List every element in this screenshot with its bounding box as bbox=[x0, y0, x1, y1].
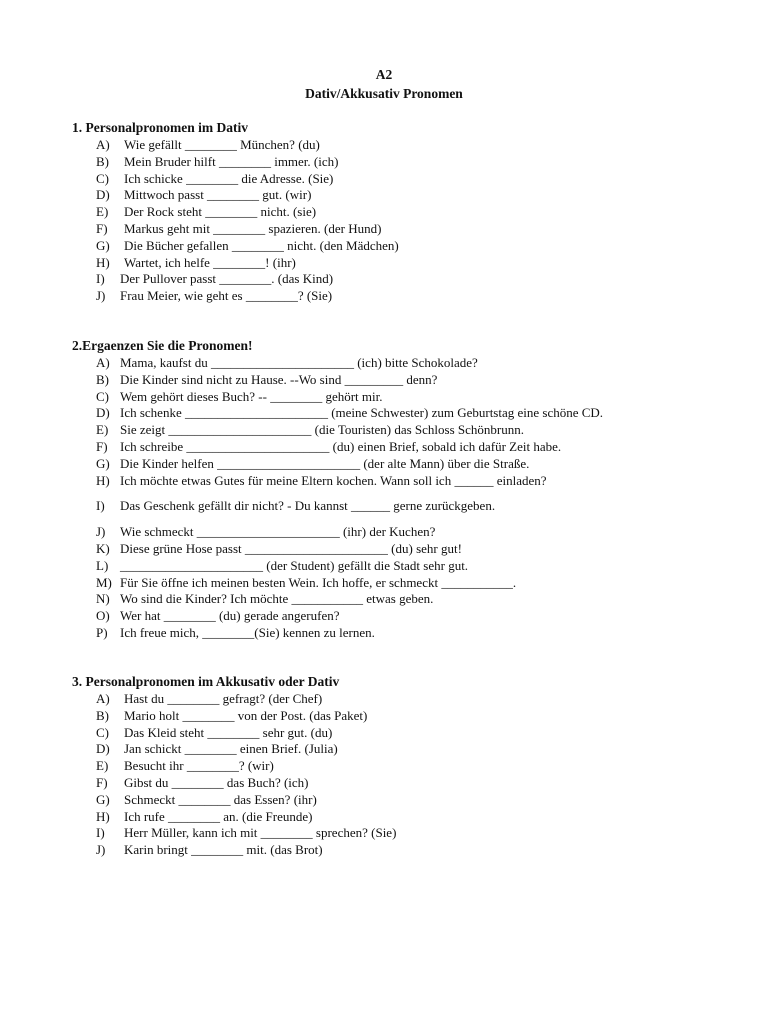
item-text: Ich schicke ________ die Adresse. (Sie) bbox=[124, 170, 334, 186]
exercise-item bbox=[72, 558, 712, 575]
item-letter: I) bbox=[96, 498, 105, 514]
item-letter: D) bbox=[96, 405, 110, 421]
item-letter: F) bbox=[96, 438, 108, 454]
item-letter: I) bbox=[96, 825, 105, 841]
item-text: Diese grüne Hose passt ______________________ (du) sehr gut! bbox=[120, 540, 462, 556]
item-letter: A) bbox=[96, 355, 110, 370]
item-letter: G) bbox=[96, 237, 110, 253]
item-letter: G) bbox=[96, 455, 110, 471]
item-text: Wie gefällt ________ München? (du) bbox=[124, 137, 320, 152]
item-text: Markus geht mit ________ spazieren. (der Hund) bbox=[124, 220, 382, 236]
section-heading: 2.Ergaenzen Sie die Pronomen! bbox=[72, 338, 253, 353]
item-text: Wie schmeckt ______________________ (ihr) der Kuchen? bbox=[120, 524, 436, 540]
section-heading: 3. Personalpronomen im Akkusativ oder Dativ bbox=[72, 674, 340, 689]
item-letter: J) bbox=[96, 842, 106, 858]
exercise-item bbox=[72, 221, 712, 238]
exercise-item bbox=[72, 271, 712, 288]
exercise-item bbox=[72, 775, 712, 792]
item-text: Für Sie öffne ich meinen besten Wein. Ich hoffe, er schmeckt ___________. bbox=[120, 574, 517, 590]
item-letter: C) bbox=[96, 388, 109, 404]
item-text: Mein Bruder hilft ________ immer. (ich) bbox=[124, 153, 339, 169]
exercise-item bbox=[72, 825, 712, 842]
exercise-item bbox=[72, 608, 712, 625]
section-dativ bbox=[72, 119, 712, 305]
exercise-item bbox=[72, 842, 712, 859]
item-letter: J) bbox=[96, 288, 106, 304]
item-text: Wer hat ________ (du) gerade angerufen? bbox=[120, 608, 340, 624]
item-text: Besucht ihr ________? (wir) bbox=[124, 758, 274, 774]
item-letter: I) bbox=[96, 271, 105, 287]
exercise-item bbox=[72, 708, 712, 725]
item-letter: K) bbox=[96, 540, 110, 556]
item-letter: J) bbox=[96, 524, 106, 540]
item-text: Mario holt ________ von der Post. (das Paket) bbox=[124, 707, 368, 723]
item-letter: P) bbox=[96, 624, 108, 640]
item-letter: L) bbox=[96, 557, 109, 573]
item-text: Mittwoch passt ________ gut. (wir) bbox=[124, 187, 312, 203]
item-letter: B) bbox=[96, 707, 109, 723]
item-letter: B) bbox=[96, 153, 109, 169]
item-text: Herr Müller, kann ich mit ________ sprechen? (Sie) bbox=[124, 825, 397, 841]
exercise-item bbox=[72, 575, 712, 592]
exercise-item bbox=[72, 524, 712, 541]
item-text: Frau Meier, wie geht es ________? (Sie) bbox=[120, 288, 333, 304]
item-letter: M) bbox=[96, 574, 112, 590]
exercise-item bbox=[72, 389, 712, 406]
spacer bbox=[72, 489, 712, 498]
item-text: Wartet, ich helfe ________! (ihr) bbox=[124, 254, 296, 270]
exercise-item bbox=[72, 204, 712, 221]
exercise-item bbox=[72, 154, 712, 171]
item-text: Der Pullover passt ________. (das Kind) bbox=[120, 271, 334, 287]
item-text: Wem gehört dieses Buch? -- ________ gehört mir. bbox=[120, 388, 383, 404]
spacer bbox=[72, 515, 712, 524]
item-text: Ich möchte etwas Gutes für meine Eltern kochen. Wann soll ich ______ einladen? bbox=[120, 472, 547, 488]
exercise-item bbox=[72, 625, 712, 642]
exercise-item bbox=[72, 405, 712, 422]
item-text: Das Kleid steht ________ sehr gut. (du) bbox=[124, 724, 333, 740]
item-letter: B) bbox=[96, 371, 109, 387]
item-text: Ich rufe ________ an. (die Freunde) bbox=[124, 808, 313, 824]
exercise-item bbox=[72, 473, 712, 490]
item-letter: E) bbox=[96, 758, 109, 774]
exercise-item bbox=[72, 541, 712, 558]
item-text: Karin bringt ________ mit. (das Brot) bbox=[124, 842, 323, 858]
exercise-item bbox=[72, 238, 712, 255]
item-text: Schmeckt ________ das Essen? (ihr) bbox=[124, 791, 317, 807]
item-text: Ich schreibe ______________________ (du) einen Brief, sobald ich dafür Zeit habe. bbox=[120, 438, 562, 454]
section-heading: 1. Personalpronomen im Dativ bbox=[72, 120, 248, 135]
exercise-item bbox=[72, 288, 712, 305]
item-letter: D) bbox=[96, 741, 110, 757]
exercise-item bbox=[72, 187, 712, 204]
item-letter: C) bbox=[96, 170, 109, 186]
item-text: Gibst du ________ das Buch? (ich) bbox=[124, 774, 309, 790]
item-letter: H) bbox=[96, 254, 110, 270]
item-letter: O) bbox=[96, 608, 110, 624]
item-text: Der Rock steht ________ nicht. (sie) bbox=[124, 204, 317, 220]
exercise-item bbox=[72, 171, 712, 188]
item-text: Mama, kaufst du ______________________ (ich) bitte Schokolade? bbox=[120, 355, 478, 370]
section-ergaenzen bbox=[72, 337, 712, 642]
item-text: Die Kinder helfen ______________________ (der alte Mann) über die Straße. bbox=[120, 455, 530, 471]
item-text: Das Geschenk gefällt dir nicht? - Du kannst ______ gerne zurückgeben. bbox=[120, 498, 496, 514]
item-text: Wo sind die Kinder? Ich möchte ___________ etwas geben. bbox=[120, 591, 434, 607]
exercise-item bbox=[72, 422, 712, 439]
exercise-item bbox=[72, 255, 712, 272]
exercise-item bbox=[72, 792, 712, 809]
exercise-item bbox=[72, 137, 712, 154]
exercise-item bbox=[72, 741, 712, 758]
item-letter: N) bbox=[96, 591, 110, 607]
exercise-item bbox=[72, 591, 712, 608]
item-letter: C) bbox=[96, 724, 109, 740]
exercise-item bbox=[72, 809, 712, 826]
exercise-item bbox=[72, 758, 712, 775]
item-letter: H) bbox=[96, 808, 110, 824]
item-letter: A) bbox=[96, 137, 110, 152]
exercise-item bbox=[72, 498, 712, 515]
exercise-item bbox=[72, 725, 712, 742]
exercise-item bbox=[72, 355, 712, 372]
item-text: Jan schickt ________ einen Brief. (Julia) bbox=[124, 741, 338, 757]
exercise-item bbox=[72, 372, 712, 389]
exercise-item bbox=[72, 456, 712, 473]
level-title: A2 bbox=[375, 67, 393, 82]
exercise-item bbox=[72, 691, 712, 708]
item-text: Ich freue mich, ________(Sie) kennen zu lernen. bbox=[120, 624, 375, 640]
item-text: Die Kinder sind nicht zu Hause. --Wo sind _________ denn? bbox=[120, 371, 438, 387]
item-letter: A) bbox=[96, 691, 110, 706]
item-letter: F) bbox=[96, 220, 108, 236]
item-text: Die Bücher gefallen ________ nicht. (den Mädchen) bbox=[124, 237, 399, 253]
item-text: ______________________ (der Student) gefällt die Stadt sehr gut. bbox=[120, 557, 469, 573]
item-text: Ich schenke ______________________ (meine Schwester) zum Geburtstag eine schöne CD. bbox=[120, 405, 604, 421]
item-letter: D) bbox=[96, 187, 110, 203]
item-letter: G) bbox=[96, 791, 110, 807]
item-letter: E) bbox=[96, 422, 109, 438]
item-text: Sie zeigt ______________________ (die Touristen) das Schloss Schönbrunn. bbox=[120, 422, 524, 438]
section-akkusativ-dativ bbox=[72, 673, 712, 859]
item-text: Hast du ________ gefragt? (der Chef) bbox=[124, 691, 323, 706]
worksheet-title: Dativ/Akkusativ Pronomen bbox=[305, 86, 463, 101]
exercise-item bbox=[72, 439, 712, 456]
item-letter: H) bbox=[96, 472, 110, 488]
item-letter: F) bbox=[96, 774, 108, 790]
item-letter: E) bbox=[96, 204, 109, 220]
